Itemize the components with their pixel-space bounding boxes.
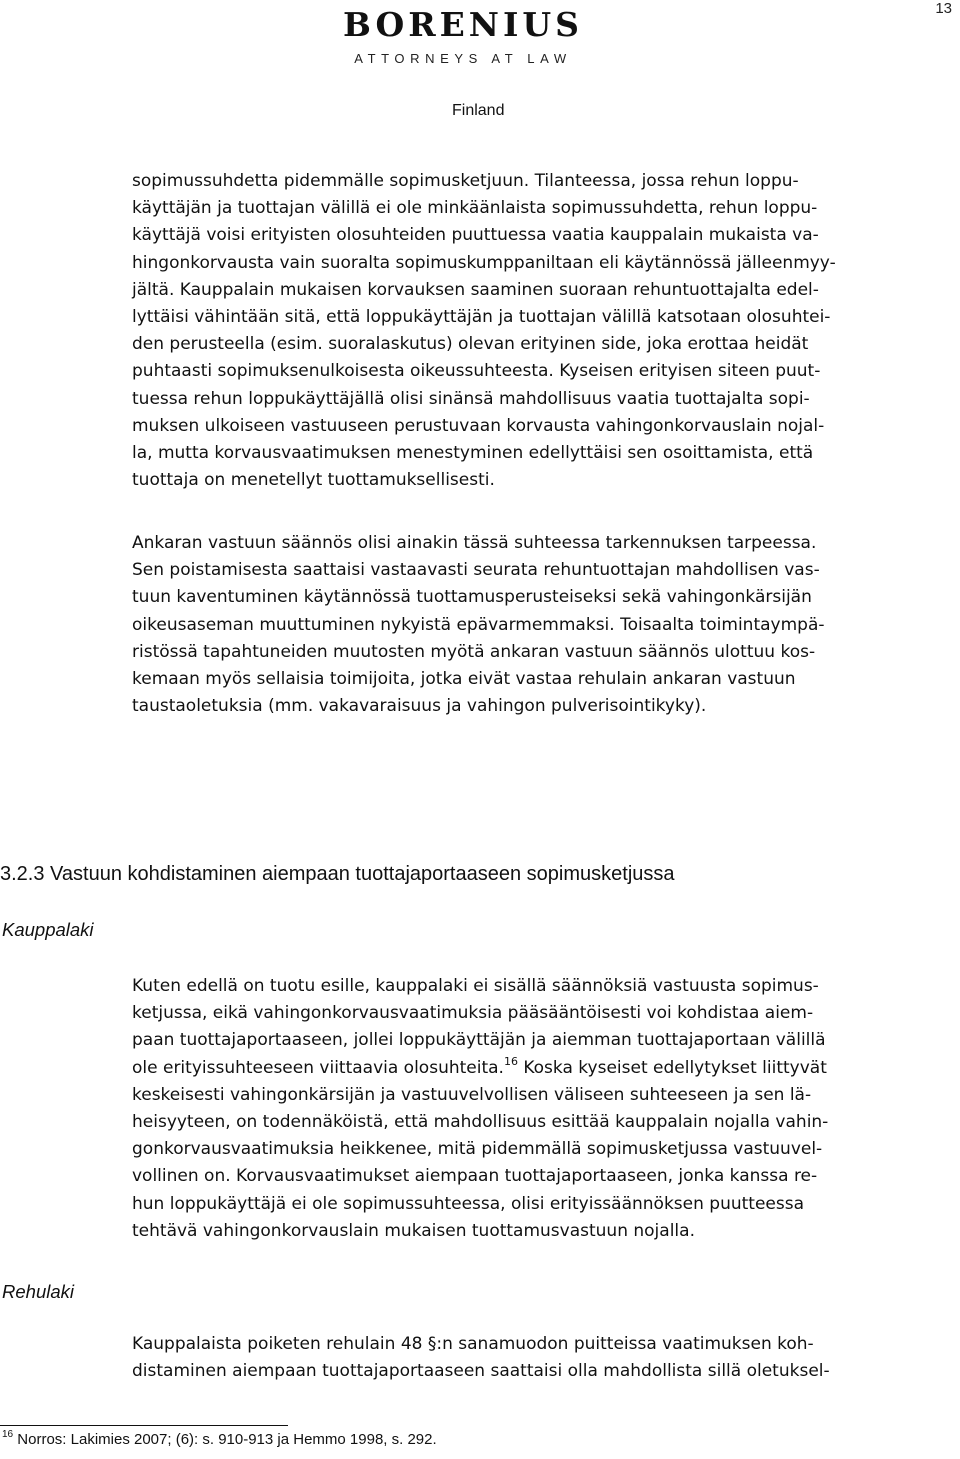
body-paragraph-4 <box>132 1331 932 1385</box>
text-line: puhtaasti sopimuksenulkoisesta oikeussuhteesta. Kyseisen erityisen siteen puut- <box>132 361 821 382</box>
text-line: paan tuottajaportaaseen, jollei loppukäyttäjän ja aiemman tuottajaportaan välillä <box>132 1030 826 1051</box>
text-line: muksen ulkoiseen vastuuseen perustuvaan korvausta vahingonkorvauslain nojal- <box>132 415 825 436</box>
text-segment: Koska kyseiset edellytykset liittyvät <box>517 1057 827 1078</box>
subheading-rehulaki: Rehulaki <box>2 1281 74 1302</box>
text-line: hun loppukäyttäjä ei ole sopimussuhteessa, olisi erityissäännöksen puutteessa <box>132 1193 804 1214</box>
text-line: lyttäisi vähintään sitä, että loppukäyttäjän ja tuottajan välillä katsotaan olosuhtei- <box>132 307 831 328</box>
footnote-divider <box>0 1425 288 1426</box>
text-line: la, mutta korvausvaatimuksen menestyminen edellyttäisi sen osoittamista, että <box>132 443 814 464</box>
text-line: tehtävä vahingonkorvauslain mukaisen tuottamusvastuun nojalla. <box>132 1220 695 1241</box>
firm-logo <box>318 5 608 67</box>
text-line: ristössä tapahtuneiden muutosten myötä ankaran vastuun säännös ulottuu kos- <box>132 641 816 662</box>
text-line: oikeusaseman muuttuminen nykyistä epävarmemmaksi. Toisaalta toimintaympä- <box>132 614 825 635</box>
footnote-reference[interactable]: 16 <box>503 1054 518 1068</box>
text-line: jältä. Kauppalain mukaisen korvauksen saaminen suoraan rehuntuottajalta edel- <box>132 279 819 300</box>
logo-wordmark: BORENIUS <box>342 5 584 44</box>
text-line: Kauppalaista poiketen rehulain 48 §:n sanamuodon puitteissa vaatimuksen koh- <box>132 1334 814 1354</box>
text-line: den perusteella (esim. suoralaskutus) olevan erityinen side, joka erottaa heidät <box>132 334 809 355</box>
text-line: käyttäjän ja tuottajan välillä ei ole minkäänlaista sopimussuhdetta, rehun loppu- <box>132 198 818 219</box>
text-line: Ankaran vastuun säännös olisi ainakin tässä suhteessa tarkennuksen tarpeessa. <box>132 533 817 553</box>
text-line: gonkorvausvaatimuksia heikkenee, mitä pidemmällä sopimusketjussa vastuuvel- <box>132 1139 823 1160</box>
text-line: tuessa rehun loppukäyttäjällä olisi sinänsä mahdollisuus vaatia tuottajalta sopi- <box>132 388 810 409</box>
subheading-kauppalaki: Kauppalaki <box>2 919 94 940</box>
footnote-marker: 16 <box>2 1429 14 1440</box>
body-paragraph-1 <box>132 168 932 494</box>
body-paragraph-3 <box>132 973 932 1245</box>
body-paragraph-2 <box>132 530 932 720</box>
text-segment: ole erityissuhteeseen viittaavia olosuhteita. <box>132 1057 504 1078</box>
text-line: hingonkorvausta vain suoralta sopimuskumppaniltaan eli käytännössä jälleenmyy- <box>132 252 836 273</box>
text-line: taustaoletuksia (mm. vakavaraisuus ja vahingon pulverisointikyky). <box>132 696 707 717</box>
country-label: Finland <box>452 102 505 119</box>
text-line: distaminen aiempaan tuottajaportaaseen saattaisi olla mahdollista sillä oletuksel- <box>132 1361 830 1382</box>
text-line: Sen poistamisesta saattaisi vastaavasti seurata rehuntuottajan mahdollisen vas- <box>132 560 820 581</box>
text-line-with-footnote-ref <box>132 1055 932 1082</box>
footnote-text: Norros: Lakimies 2007; (6): s. 910-913 ja Hemmo 1998, s. 292. <box>13 1431 437 1448</box>
text-line: ketjussa, eikä vahingonkorvausvaatimuksia pääsääntöisesti voi kohdistaa aiem- <box>132 1003 814 1024</box>
page-number: 13 <box>935 0 952 17</box>
text-line: kemaan myös sellaisia toimijoita, jotka eivät vastaa rehulain ankaran vastuun <box>132 669 796 690</box>
text-line: Kuten edellä on tuotu esille, kauppalaki ei sisällä säännöksiä vastuusta sopimus- <box>132 976 819 996</box>
text-line: sopimussuhdetta pidemmälle sopimusketjuun. Tilanteessa, jossa rehun loppu- <box>132 171 799 191</box>
section-heading: 3.2.3 Vastuun kohdistaminen aiempaan tuottajaportaaseen sopimusketjussa <box>0 863 675 885</box>
text-line: keskeisesti vahingonkärsijän ja vastuuvelvollisen väliseen suhteeseen ja sen lä- <box>132 1084 812 1105</box>
footnote <box>2 1431 437 1448</box>
text-line: heisyyteen, on todennäköistä, että mahdollisuus esittää kauppalain nojalla vahin- <box>132 1112 829 1133</box>
text-line: käyttäjä voisi erityisten olosuhteiden puuttuessa vaatia kauppalain mukaista va- <box>132 225 819 246</box>
text-line: vollinen on. Korvausvaatimukset aiempaan tuottajaportaaseen, jonka kanssa re- <box>132 1166 818 1187</box>
text-line: tuun kaventuminen käytännössä tuottamusperusteiseksi sekä vahingonkärsijän <box>132 587 812 608</box>
logo-tagline: ATTORNEYS AT LAW <box>354 51 572 66</box>
text-line: tuottaja on menetellyt tuottamuksellisesti. <box>132 470 495 491</box>
